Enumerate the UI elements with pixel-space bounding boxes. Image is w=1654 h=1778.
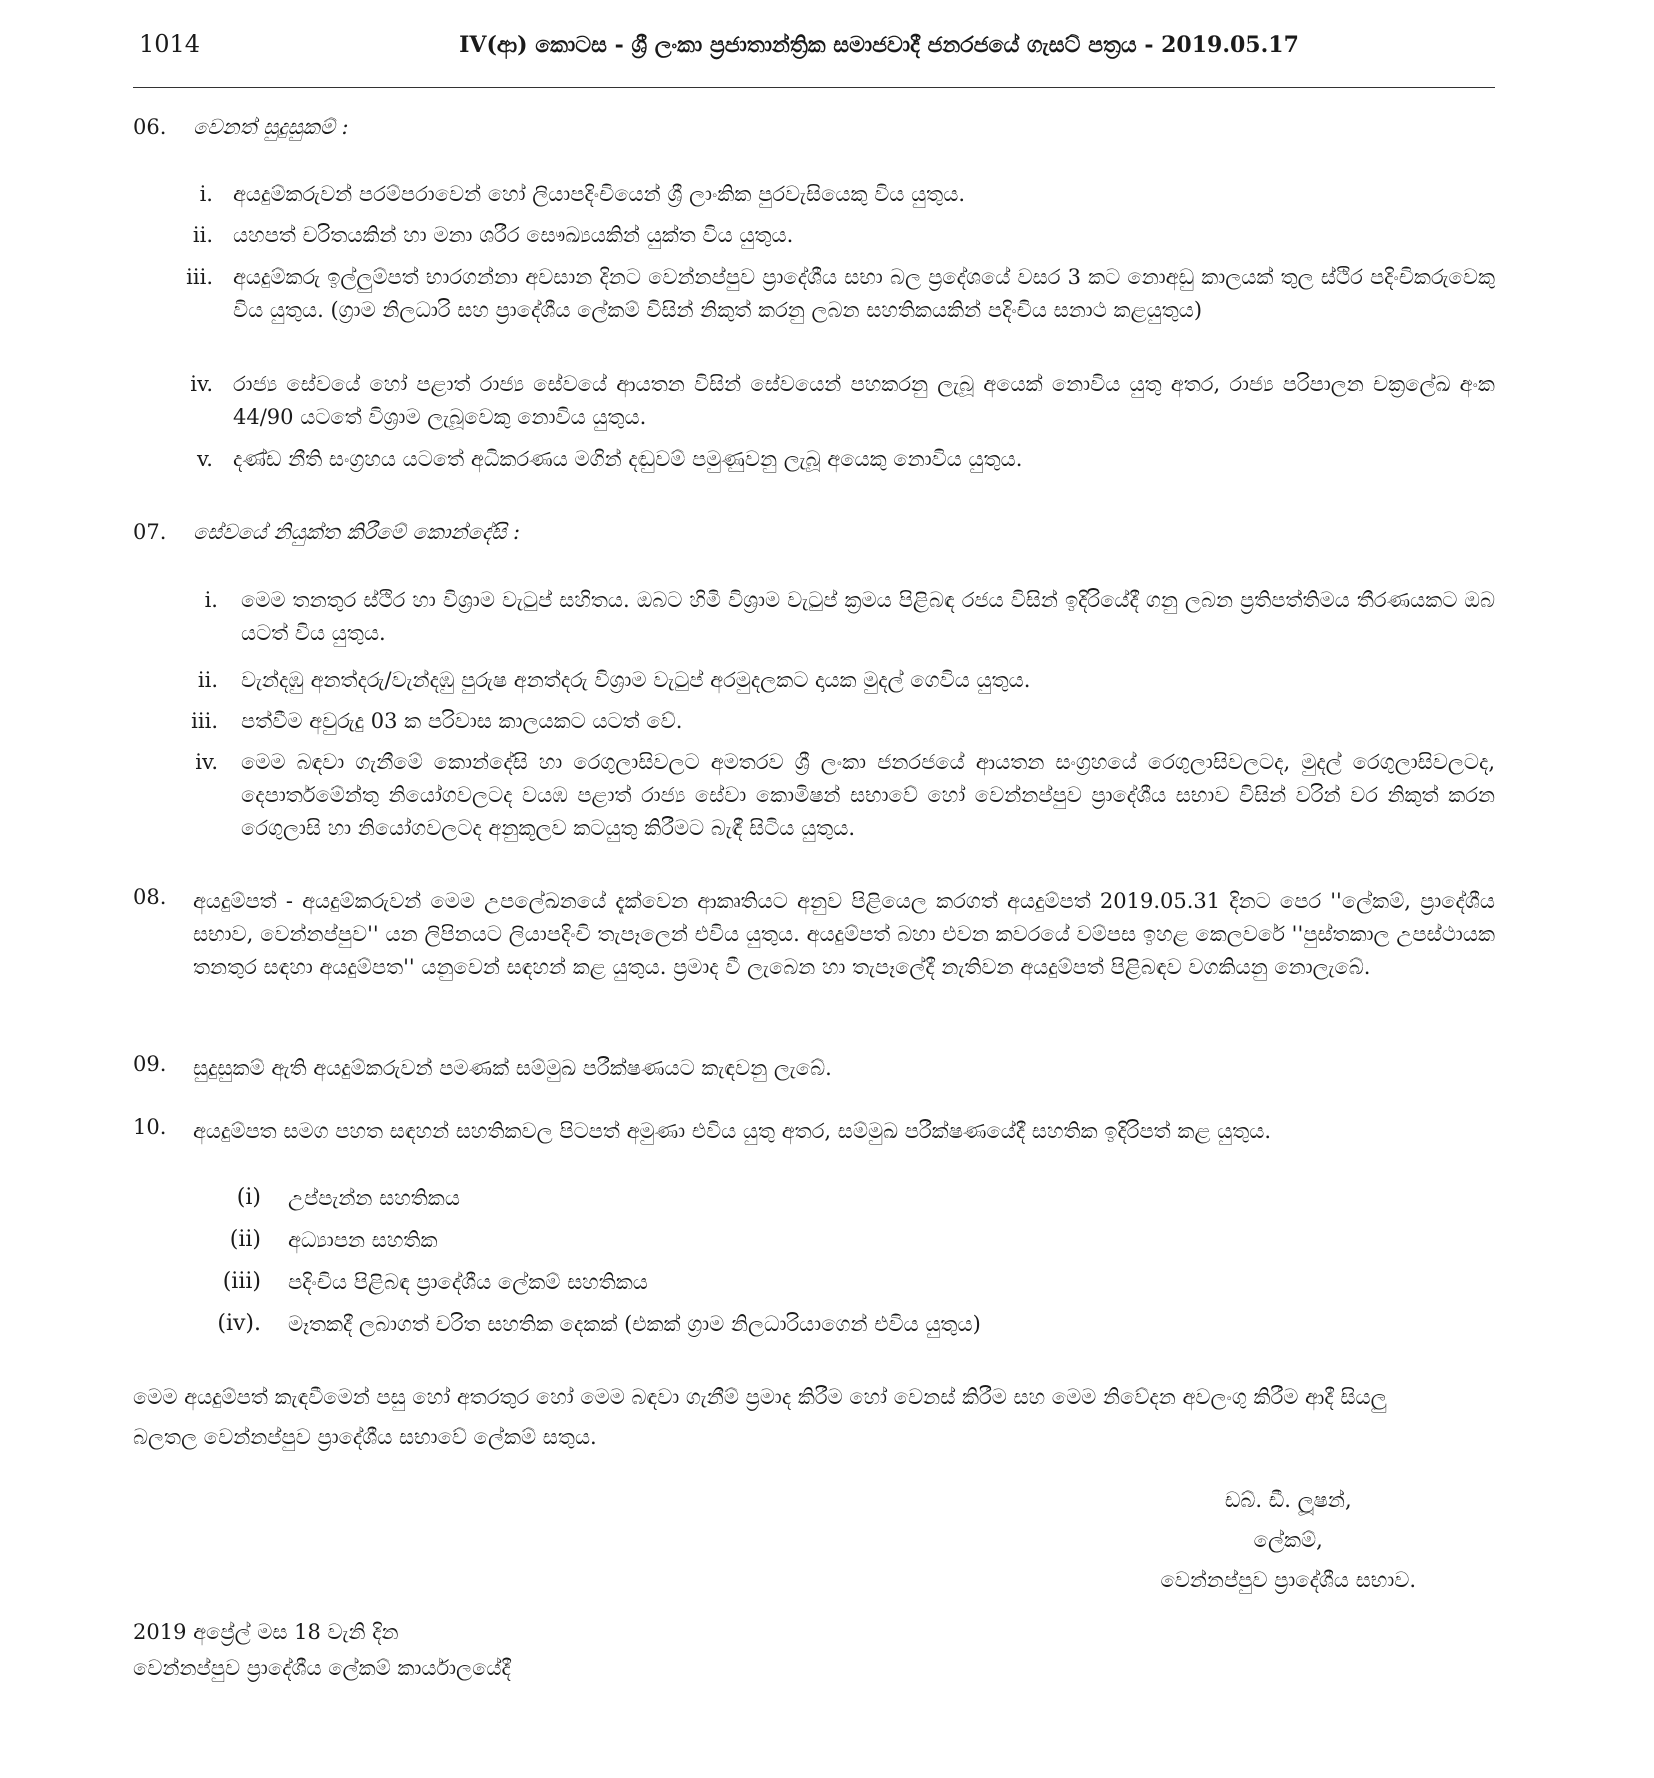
notice-date: 2019 අප්‍රේල් මස 18 වැනි දින xyxy=(133,1620,399,1644)
section-text: අයදුම්පත සමග පහත සඳහන් සහතිකවල පිටපත් අමුණා එවිය යුතු අතර, සම්මුඛ පරීක්ෂණයේදී සහතික ඉදිරිපත් කළ යුතුය. xyxy=(193,1119,1272,1143)
section-text: අයදුම්පත් - අයදුම්කරුවන් මෙම උපලේඛනයේ දැක්වෙන ආකෘතියට අනුව පිළියෙල කරගත් අයදුම්පත් 2019.05.31 දිනට පෙර ''ලේකම්, ප්‍රාදේශීය සභාව, වෙන්නප්පුව'' යන ලිපිනයට ලියාපදිංචි තැපෑලෙන් එවිය යුතුය. අයදුම්පත් බහා එවන කවරයේ වම්පස ඉහළ කෙලවරේ ''පුස්තකාල උපස්ථායක තනතුර සඳහා අයදුම්පත'' යනුවෙන් සඳහන් කළ යුතුය. ප්‍රමාද වී ලැබෙන හා තැපෑලේදී නැතිවන අයදුම්පත් පිළිබඳව වගකියනු නොලැබේ. xyxy=(193,889,1495,979)
section-number: 09. xyxy=(133,1052,167,1076)
date-place-block xyxy=(133,1614,511,1686)
item-number: ii. xyxy=(192,223,213,247)
closing-paragraph: මෙම අයදුම්පත් කැඳවීමෙන් පසු හෝ අතරතුර හෝ මෙම බඳවා ගැනීම් ප්‍රමාද කිරීම හෝ වෙනස් කිරීම සහ මෙම නිවේදන අවලංගු කිරීම ආදී සියලු බලතල වෙන්නප්පුව ප්‍රාදේශීය සභාවේ ලේකම් සතුය. xyxy=(133,1385,1387,1449)
item-number: (ii) xyxy=(229,1227,261,1252)
signatory-designation: ලේකම්, xyxy=(1253,1528,1323,1552)
item-number: i. xyxy=(199,182,213,206)
item-number: v. xyxy=(196,447,213,471)
signatory-office: වෙන්නප්පුව ප්‍රාදේශීය සභාව. xyxy=(1160,1568,1416,1592)
section-text: සුදුසුකම් ඇති අයදුම්කරුවන් පමණක් සම්මුඛ පරීක්ෂණයට කැඳවනු ලැබේ. xyxy=(193,1056,832,1080)
item-text: මෙම තනතුර ස්ථිර හා විශ්‍රාම වැටුප් සහිතය. ඔබට හිමි විශ්‍රාම වැටුප් ක්‍රමය පිළිබඳ රජය විසින් ඉදිරියේදී ගනු ලබන ප්‍රතිපත්තිමය තීරණයකට ඔබ යටත් විය යුතුය. xyxy=(241,588,1495,645)
page-number: 1014 xyxy=(139,30,201,58)
item-text: උප්පැන්න සහතිකය xyxy=(288,1186,460,1210)
item-text: මෙම බඳවා ගැනීමේ කොන්දේසි හා රෙගුලාසිවලට අමතරව ශ්‍රී ලංකා ජනරජයේ ආයතන සංග්‍රහයේ රෙගුලාසිවලටද, මුදල් රෙගුලාසිවලටද, දෙපාර්තමේන්තු නියෝගවලටද වයඹ පළාත් රාජ්‍ය සේවා කොමිෂන් සභාවේ හෝ වෙන්නප්පුව ප්‍රාදේශීය සභාව විසින් වරින් වර නිකුත් කරන රෙගුලාසි හා නියෝගවලටද අනුකූලව කටයුතු කිරීමට බැඳී සිටිය යුතුය. xyxy=(241,750,1495,840)
item-text: පදිංචිය පිළිබඳ ප්‍රාදේශීය ලේකම් සහතිකය xyxy=(288,1270,648,1294)
item-text: යහපත් චරිතයකින් හා මනා ශරීර සෞඛ්‍යයකින් යුක්ත විය යුතුය. xyxy=(233,223,794,247)
item-text: පත්වීම අවුරුදු 03 ක පරිවාස කාලයකට යටත් වේ. xyxy=(241,709,683,733)
page-header xyxy=(133,28,1495,84)
item-text: අයදුම්කරු ඉල්ලුම්පත් භාරගන්නා අවසාන දිනට වෙන්නප්පුව ප්‍රාදේශීය සභා බල ප්‍රදේශයේ වසර 3 කට නොඅඩු කාලයක් තුල ස්ථිර පදිංචිකරුවෙකු විය යුතුය. (ග්‍රාම නිලධාරි සහ ප්‍රාදේශීය ලේකම් විසින් නිකුත් කරනු ලබන සහතිකයකින් පදිංචිය සනාථ කළයුතුය) xyxy=(233,265,1495,322)
item-number: iii. xyxy=(186,265,213,289)
section-number: 08. xyxy=(133,885,167,909)
item-number: (iii) xyxy=(222,1269,261,1294)
item-number: ii. xyxy=(197,668,218,692)
signatory-name: ඩබ්. ඩී. ලූෂන්, xyxy=(1224,1488,1352,1512)
section-number: 06. xyxy=(133,115,167,139)
item-text: අයදුම්කරුවන් පරම්පරාවෙන් හෝ ලියාපදිංචියෙන් ශ්‍රී ලාංකික පුරවැසියෙකු විය යුතුය. xyxy=(233,182,965,206)
item-number: i. xyxy=(204,588,218,612)
item-text: වැන්දඹු අනත්දරු/වැන්දඹු පුරුෂ අනත්දරු විශ්‍රාම වැටුප් අරමුදලකට දායක මුදල් ගෙවිය යුතුය. xyxy=(241,668,1031,692)
notice-place: වෙන්නප්පුව ප්‍රාදේශීය ලේකම් කාර්යාලයේදී xyxy=(133,1656,511,1680)
item-number: iii. xyxy=(191,709,218,733)
item-number: iv. xyxy=(190,372,213,396)
item-text: අධ්‍යාපන සහතික xyxy=(288,1228,438,1252)
signature-block xyxy=(1160,1480,1416,1600)
section-title: සේවයේ නියුක්ත කිරීමේ කොන්දේසි : xyxy=(193,520,521,544)
item-number: (iv). xyxy=(217,1311,261,1336)
item-text: දණ්ඩ නීති සංග්‍රහය යටතේ අධිකරණය මගින් දඬුවම් පමුණුවනු ලැබූ අයෙකු නොවිය යුතුය. xyxy=(233,447,1023,471)
gazette-title: IV(ආ) කොටස - ශ්‍රී ලංකා ප්‍රජාතාන්ත්‍රික සමාජවාදී ජනරජයේ ගැසට් පත්‍රය - 2019.05.17 xyxy=(459,32,1299,58)
header-divider xyxy=(133,87,1495,88)
item-text: මෑතකදී ලබාගත් චරිත සහතික දෙකක් (එකක් ග්‍රාම නිලධාරියාගෙන් එවිය යුතුය) xyxy=(288,1312,981,1336)
section-number: 10. xyxy=(133,1115,167,1139)
item-number: (i) xyxy=(236,1185,261,1210)
section-number: 07. xyxy=(133,520,167,544)
section-title: වෙනත් සුදුසුකම් : xyxy=(193,115,349,139)
item-number: iv. xyxy=(195,750,218,774)
item-text: රාජ්‍ය සේවයේ හෝ පළාත් රාජ්‍ය සේවයේ ආයතන විසින් සේවයෙන් පහකරනු ලැබූ අයෙක් නොවිය යුතු අතර, රාජ්‍ය පරිපාලන චක්‍රලේඛ අංක 44/90 යටතේ විශ්‍රාම ලැබූවෙකු නොවිය යුතුය. xyxy=(233,372,1495,429)
